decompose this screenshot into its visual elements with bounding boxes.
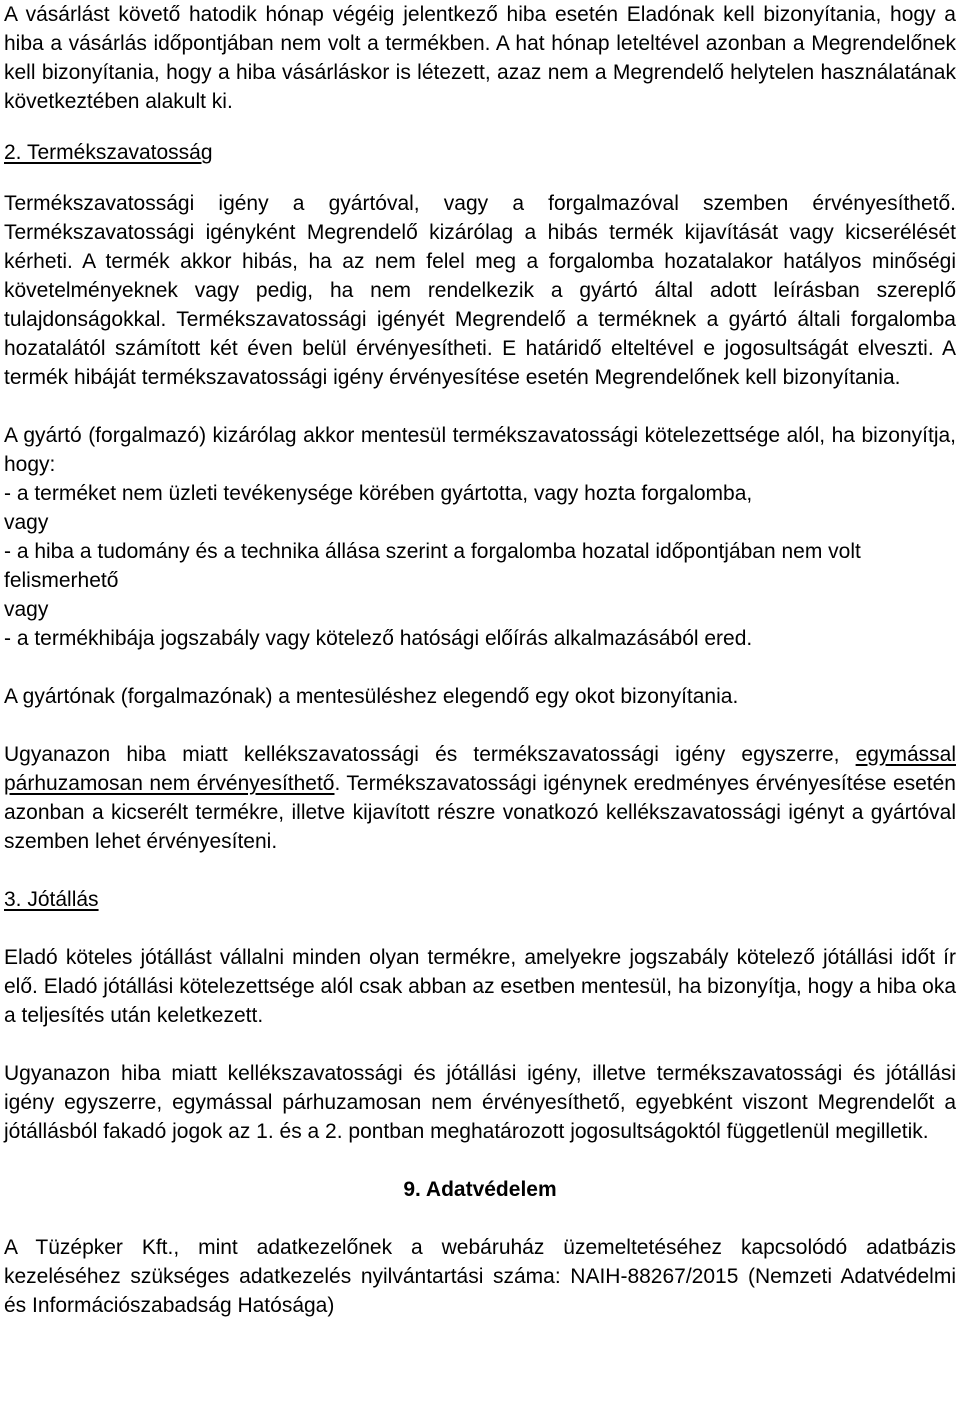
section-2-exemption-or-2: vagy [4, 598, 49, 621]
section-9-heading: 9. Adatvédelem [403, 1178, 557, 1201]
section-2-exemption-item-2: - a hiba a tudomány és a technika állása szerint a forgalomba hozatal időpontjában nem volt felismerhető [4, 540, 861, 592]
section-2-paragraph-4-end: . Termékszavatossági igénynek eredményes érvényesítése esetén azonban a kicserélt termékre, illetve kijavított részre vonatkozó kellékszavatossági igényt a gyártóval szemben lehet érvényesíteni. [4, 772, 956, 853]
section-2-heading-text: 2. Termékszavatosság [4, 141, 213, 164]
section-2-exemption-item-3: - a termékhibája jogszabály vagy kötelező hatósági előírás alkalmazásából ered. [4, 627, 753, 650]
section-2-paragraph-1: Termékszavatossági igény a gyártóval, vagy a forgalmazóval szemben érvényesíthető. Termékszavatossági igényként Megrendelő kizárólag a hibás termék kijavítását vagy kicserélését kérheti. A termék akkor hibás, ha az nem felel meg a forgalomba hozatalakor hatályos minőségi követelményeknek vagy pedig, ha nem rendelkezik a gyártó által adott leírásban szereplő tulajdonságokkal. Termékszavatossági igényét Megrendelő a terméknek a gyártó általi forgalomba hozatalától számított két éven belül érvényesítheti. E határidő elteltével e jogosultságát elveszti. A termék hibáját termékszavatossági igény érvényesítése esetén Megrendelőnek kell bizonyítania. [4, 192, 956, 389]
intro-paragraph: A vásárlást követő hatodik hónap végéig jelentkező hiba esetén Eladónak kell bizonyítania, hogy a hiba a vásárlás időpontjában nem volt a termékben. A hat hónap leteltével azonban a Megrendelőnek kell bizonyítania, hogy a hiba vásárláskor is létezett, azaz nem a Megrendelő helytelen használatának következtében alakult ki. [4, 3, 956, 113]
section-2-exemption-or-1: vagy [4, 511, 49, 534]
section-3-heading [4, 885, 956, 914]
section-2-paragraph-4 [4, 740, 956, 856]
section-2-paragraph-3: A gyártónak (forgalmazónak) a mentesüléshez elegendő egy okot bizonyítania. [4, 685, 739, 708]
section-2-exemption-intro: A gyártó (forgalmazó) kizárólag akkor mentesül termékszavatossági kötelezettsége alól, ha bizonyítja, hogy: [4, 424, 956, 476]
section-3-paragraph-2: Ugyanazon hiba miatt kellékszavatossági és jótállási igény, illetve termékszavatossági és jótállási igény egyszerre, egymással párhuzamosan nem érvényesíthető, egyebként viszont Megrendelőt a jótállásból fakadó jogok az 1. és a 2. pontban meghatározott jogosultságoktól függetlenül megilletik. [4, 1062, 956, 1143]
section-2-paragraph-4-underlined: egymással párhuzamosan nem érvényesíthető [4, 743, 956, 795]
section-3-heading-text: 3. Jótállás [4, 888, 99, 911]
document-page [4, 0, 956, 1320]
section-2-paragraph-4-start: Ugyanazon hiba miatt kellékszavatossági és termékszavatossági igény egyszerre, [4, 743, 856, 766]
section-9-paragraph-1: A Tüzépker Kft., mint adatkezelőnek a webáruház üzemeltetéséhez kapcsolódó adatbázis kezeléséhez szükséges adatkezelés nyilvántartási száma: NAIH-88267/2015 (Nemzeti Adatvédelmi és Információszabadság Hatósága) [4, 1236, 956, 1317]
section-2-heading [4, 138, 956, 167]
section-2-exemption-item-1: - a terméket nem üzleti tevékenysége körében gyártotta, vagy hozta forgalomba, [4, 482, 753, 505]
section-3-paragraph-1: Eladó köteles jótállást vállalni minden olyan termékre, amelyekre jogszabály kötelező jótállási időt ír elő. Eladó jótállási kötelezettsége alól csak abban az esetben mentesül, ha bizonyítja, hogy a hiba oka a teljesítés után keletkezett. [4, 946, 956, 1027]
